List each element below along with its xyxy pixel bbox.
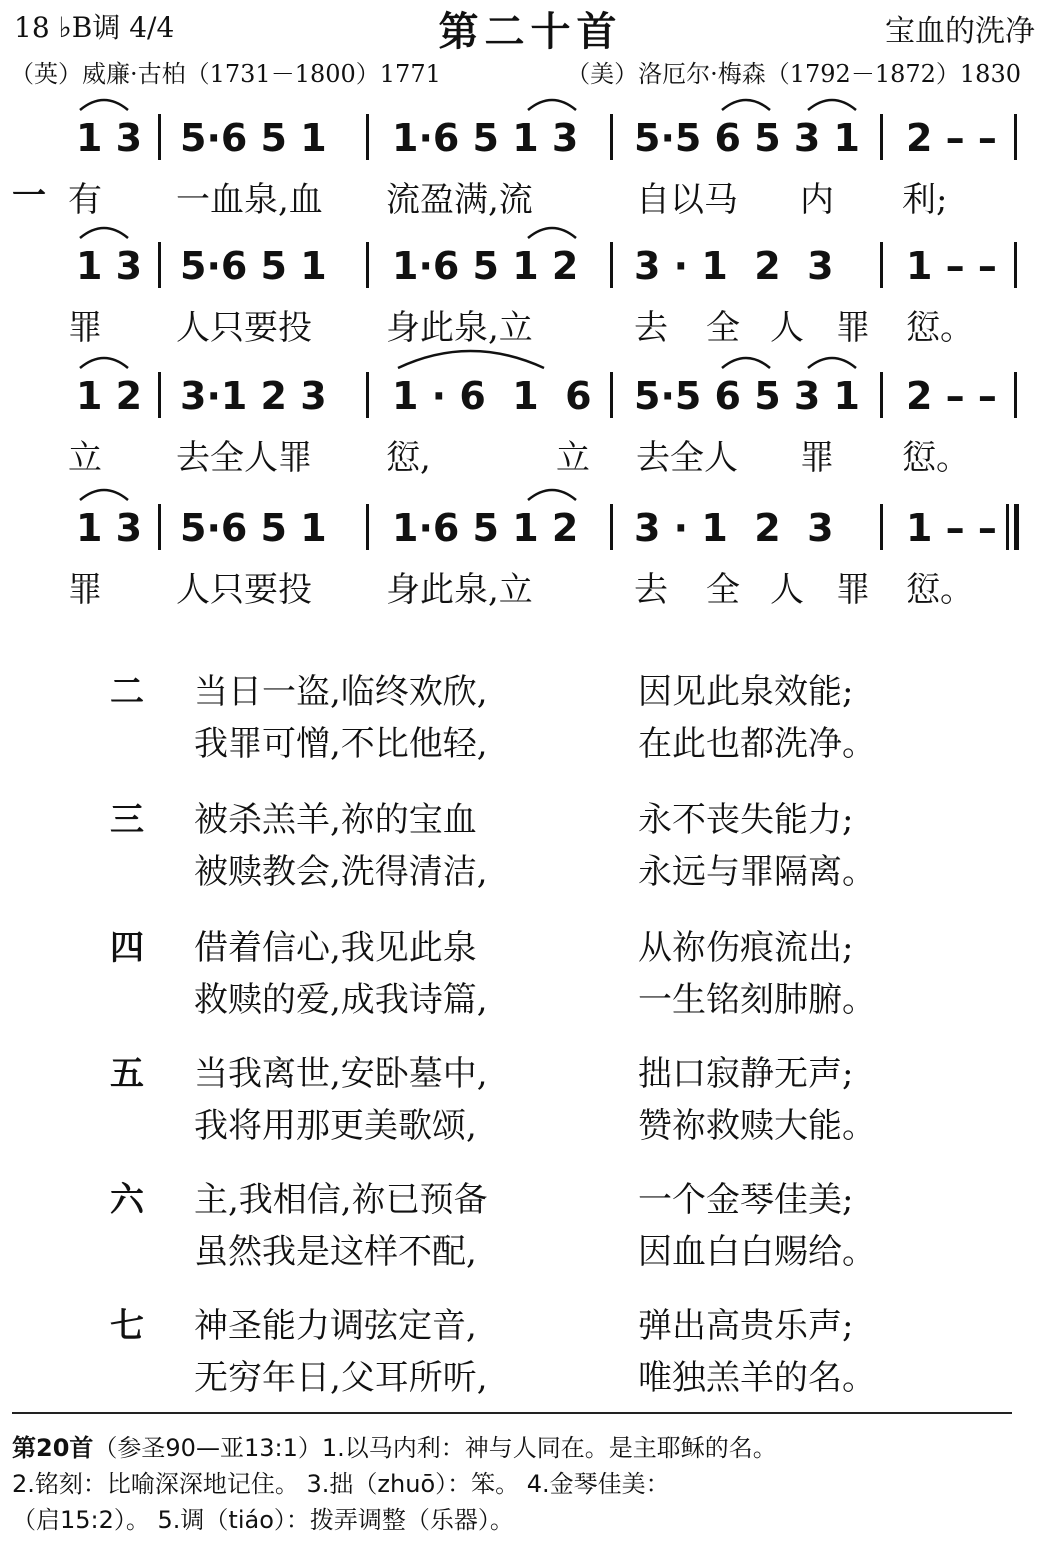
score-row-2 bbox=[0, 232, 1061, 352]
stanza-4 bbox=[0, 920, 1061, 1030]
footnote-label: 第20首 bbox=[12, 1434, 94, 1462]
stanza-number: 三 bbox=[110, 800, 144, 840]
stanza-line: 救赎的爱,成我诗篇, bbox=[194, 980, 488, 1020]
notation-line: 1 2 3·1 2 3 1 · 6 1 6 5·5 6 5 3 1 2 – – bbox=[0, 362, 1061, 432]
lyric: 罪 bbox=[836, 308, 870, 348]
stanza-line: 赞祢救赎大能。 bbox=[638, 1106, 876, 1146]
lyric: 内 bbox=[800, 180, 834, 220]
lyric: 愆。 bbox=[906, 308, 974, 348]
lyric: 立 bbox=[68, 438, 102, 478]
stanza-line: 被赎教会,洗得清洁, bbox=[194, 852, 488, 892]
notation-line: 1 3 5·6 5 1 1·6 5 1 2 3 · 1 2 3 1 – – bbox=[0, 494, 1061, 564]
lyric: 去全人罪 bbox=[176, 438, 312, 478]
verse-number: 一 bbox=[12, 176, 46, 216]
footnote-divider bbox=[12, 1412, 1012, 1414]
footnote-text: （参圣90—亚13:1）1.以马内利：神与人同在。是主耶稣的名。 bbox=[93, 1434, 777, 1462]
composer-credit: （美）洛厄尔·梅森（1792－1872）1830 bbox=[566, 60, 1021, 88]
stanza-line: 从祢伤痕流出; bbox=[638, 928, 854, 968]
footnote-line-1 bbox=[12, 1428, 1052, 1463]
stanza-7 bbox=[0, 1298, 1061, 1408]
stanza-3 bbox=[0, 792, 1061, 902]
stanza-line: 被杀羔羊,祢的宝血 bbox=[194, 800, 477, 840]
stanza-line: 拙口寂静无声; bbox=[638, 1054, 854, 1094]
stanza-6 bbox=[0, 1172, 1061, 1282]
lyric: 利; bbox=[902, 180, 948, 220]
lyric: 去全人 bbox=[636, 438, 738, 478]
lyric: 罪 bbox=[68, 308, 102, 348]
footnote-line-3: （启15:2）。 5.调（tiáo）：拨弄调整（乐器）。 bbox=[12, 1506, 514, 1534]
score-row-1 bbox=[0, 104, 1061, 224]
notation-line: 1 3 5·6 5 1 1·6 5 1 2 3 · 1 2 3 1 – – bbox=[0, 232, 1061, 302]
stanza-line: 唯独羔羊的名。 bbox=[638, 1358, 876, 1398]
stanza-line: 主,我相信,祢已预备 bbox=[194, 1180, 488, 1220]
notation-line: 1 3 5·6 5 1 1·6 5 1 3 5·5 6 5 3 1 2 – – bbox=[0, 104, 1061, 174]
stanza-line: 因血白白赐给。 bbox=[638, 1232, 876, 1272]
stanza-line: 在此也都洗净。 bbox=[638, 724, 876, 764]
stanza-line: 我罪可憎,不比他轻, bbox=[194, 724, 488, 764]
lyric: 一血泉,血 bbox=[176, 180, 323, 220]
lyric: 身此泉,立 bbox=[386, 570, 533, 610]
stanza-line: 无穷年日,父耳所听, bbox=[194, 1358, 488, 1398]
stanza-line: 一个金琴佳美; bbox=[638, 1180, 854, 1220]
stanza-line: 虽然我是这样不配, bbox=[194, 1232, 477, 1272]
lyric: 立 bbox=[556, 438, 590, 478]
key-signature: ♭B调 4/4 bbox=[58, 11, 175, 44]
lyricist-credit: （英）威廉·古柏（1731－1800）1771 bbox=[10, 60, 441, 88]
lyric: 有 bbox=[68, 180, 102, 220]
lyric: 愆。 bbox=[906, 570, 974, 610]
lyric: 人 bbox=[770, 570, 804, 610]
lyric: 流盈满,流 bbox=[386, 180, 533, 220]
stanza-line: 永远与罪隔离。 bbox=[638, 852, 876, 892]
lyric: 人只要投 bbox=[176, 308, 312, 348]
lyric: 愆。 bbox=[902, 438, 970, 478]
stanza-line: 永不丧失能力; bbox=[638, 800, 854, 840]
lyric: 自以马 bbox=[636, 180, 738, 220]
lyric: 身此泉,立 bbox=[386, 308, 533, 348]
stanza-number: 五 bbox=[110, 1054, 144, 1094]
stanza-line: 借着信心,我见此泉 bbox=[194, 928, 477, 968]
lyric: 全 bbox=[706, 308, 740, 348]
lyric: 去 bbox=[634, 308, 668, 348]
lyric: 愆, bbox=[386, 438, 431, 478]
lyric: 去 bbox=[634, 570, 668, 610]
lyric: 人 bbox=[770, 308, 804, 348]
stanza-number: 七 bbox=[110, 1306, 144, 1346]
footnote-line-2: 2.铭刻：比喻深深地记住。 3.拙（zhuō）：笨。 4.金琴佳美： bbox=[12, 1470, 670, 1498]
stanza-line: 弹出高贵乐声; bbox=[638, 1306, 854, 1346]
stanza-line: 一生铭刻肺腑。 bbox=[638, 980, 876, 1020]
score-row-3 bbox=[0, 362, 1061, 482]
lyric: 人只要投 bbox=[176, 570, 312, 610]
score-row-4 bbox=[0, 494, 1061, 614]
stanza-line: 因见此泉效能; bbox=[638, 672, 854, 712]
lyric: 罪 bbox=[800, 438, 834, 478]
hymn-subtitle: 宝血的洗净 bbox=[885, 14, 1035, 49]
stanza-number: 六 bbox=[110, 1180, 144, 1220]
lyric: 罪 bbox=[836, 570, 870, 610]
stanza-line: 当日一盗,临终欢欣, bbox=[194, 672, 488, 712]
stanza-5 bbox=[0, 1046, 1061, 1156]
page-number: 18 bbox=[14, 11, 50, 44]
stanza-number: 二 bbox=[110, 672, 144, 712]
stanza-line: 神圣能力调弦定音, bbox=[194, 1306, 477, 1346]
stanza-2 bbox=[0, 664, 1061, 774]
stanza-line: 当我离世,安卧墓中, bbox=[194, 1054, 488, 1094]
lyric: 全 bbox=[706, 570, 740, 610]
lyric: 罪 bbox=[68, 570, 102, 610]
stanza-line: 我将用那更美歌颂, bbox=[194, 1106, 477, 1146]
hymn-title: 第二十首 bbox=[438, 9, 623, 55]
stanza-number: 四 bbox=[110, 928, 144, 968]
